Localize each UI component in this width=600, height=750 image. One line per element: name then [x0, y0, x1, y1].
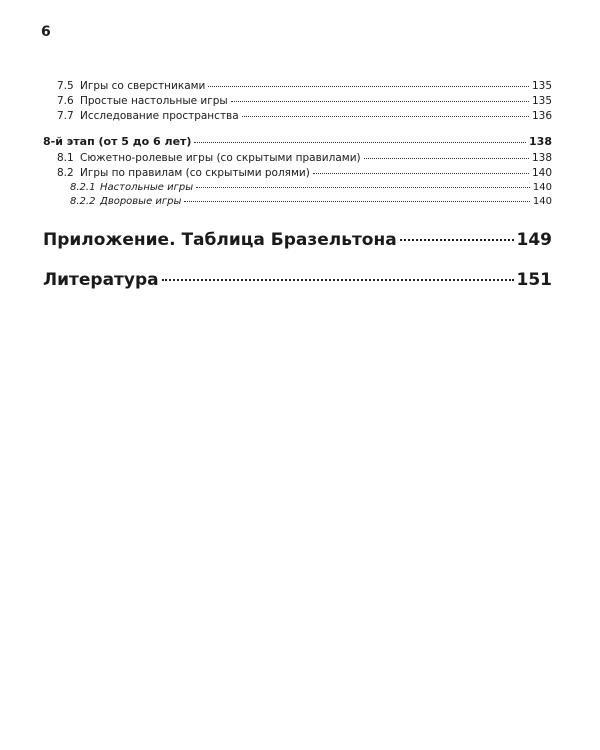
toc-entry-7-6[interactable] [57, 95, 552, 110]
dot-leader [313, 173, 529, 174]
toc-appendix-page: 149 [516, 230, 552, 250]
dot-leader [242, 116, 529, 117]
toc-entry-page: 135 [531, 95, 552, 107]
toc-entry-number: 7.7 [57, 110, 74, 122]
toc-literature-page: 151 [516, 270, 552, 290]
toc-entry-number: 8.1 [57, 152, 74, 164]
toc-entry-page: 135 [531, 80, 552, 92]
toc-entry-title: Дворовые игры [100, 196, 182, 207]
toc-stage-title: 8-й этап (от 5 до 6 лет) [43, 135, 192, 148]
toc-entry-page: 140 [532, 196, 552, 207]
toc-entry-page: 140 [532, 182, 552, 193]
toc-entry-page: 136 [531, 110, 552, 122]
dot-leader [184, 201, 530, 202]
toc-entry-number: 8.2.2 [70, 196, 96, 207]
toc-entry-8-1[interactable] [57, 152, 552, 167]
toc-entry-number: 7.5 [57, 80, 74, 92]
toc-entry-7-5[interactable] [57, 80, 552, 95]
toc-entry-title: Игры со сверстниками [80, 80, 206, 92]
toc-entry-title: Игры по правилам (со скрытыми ролями) [80, 167, 310, 179]
toc-entry-page: 140 [531, 167, 552, 179]
toc-entry-title: Сюжетно-ролевые игры (со скрытыми правилами) [80, 152, 361, 164]
toc-entry-title: Простые настольные игры [80, 95, 228, 107]
toc-entry-8-2[interactable] [57, 167, 552, 182]
toc-literature-title: Литература [43, 270, 159, 290]
toc-entry-7-7[interactable] [57, 110, 552, 125]
toc-entry-8-2-1[interactable] [70, 182, 552, 197]
toc-literature[interactable] [43, 270, 552, 294]
toc-entry-number: 8.2 [57, 167, 74, 179]
toc-entry-title: Исследование пространства [80, 110, 239, 122]
dot-leader [208, 86, 529, 87]
toc-entry-number: 7.6 [57, 95, 74, 107]
toc-entry-title: Настольные игры [100, 182, 194, 193]
toc-stage-page: 138 [529, 135, 552, 148]
toc-appendix-title: Приложение. Таблица Бразельтона [43, 230, 397, 250]
toc-stage-8[interactable] [43, 135, 552, 151]
dot-leader [194, 142, 526, 143]
dot-leader [231, 101, 529, 102]
toc-entry-page: 138 [531, 152, 552, 164]
dot-leader [400, 239, 514, 241]
page-number: 6 [41, 24, 51, 40]
toc-entry-8-2-2[interactable] [70, 196, 552, 211]
dot-leader [162, 279, 514, 281]
toc-appendix[interactable] [43, 230, 552, 254]
dot-leader [196, 187, 530, 188]
dot-leader [364, 158, 529, 159]
toc-entry-number: 8.2.1 [70, 182, 96, 193]
